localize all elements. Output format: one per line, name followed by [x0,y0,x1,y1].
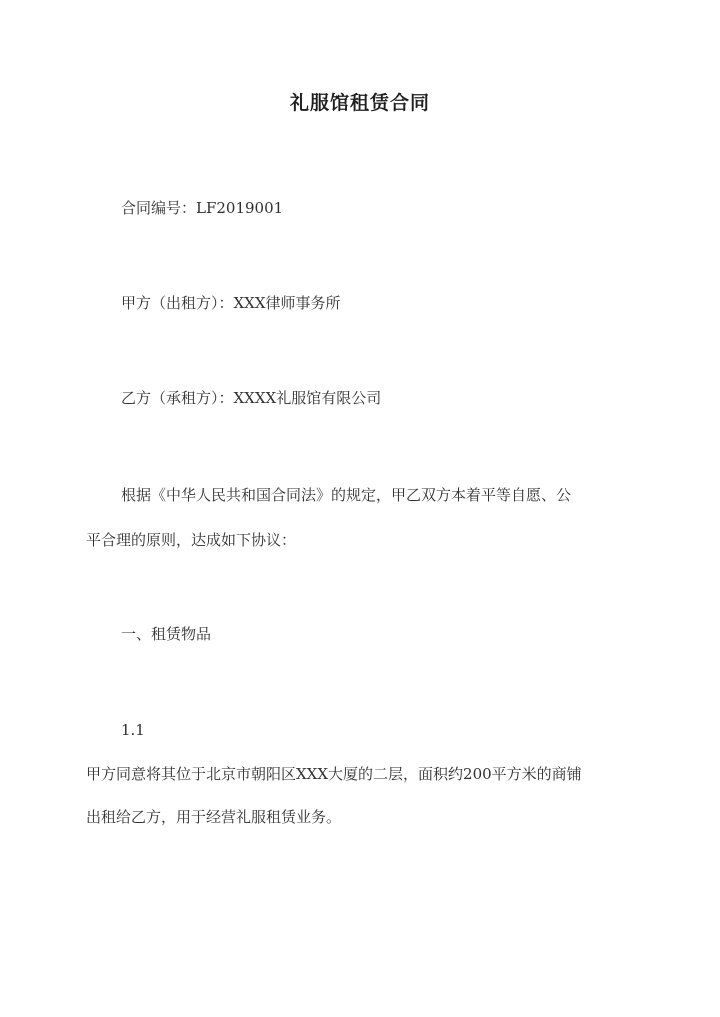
clause-1-1-number: 1.1 [121,721,145,739]
preamble-line-1: 根据《中华人民共和国合同法》的规定，甲乙双方本着平等自愿、公 [121,486,572,504]
clause-1-1-line-1: 甲方同意将其位于北京市朝阳区XXX大厦的二层，面积约200平方米的商铺 [86,765,582,783]
party-a-line: 甲方（出租方）：XXX律师事务所 [121,294,341,312]
section-1-heading: 一、租赁物品 [121,625,212,643]
party-b-line: 乙方（承租方）：XXXX礼服馆有限公司 [121,389,382,407]
contract-number: 合同编号：LF2019001 [121,199,284,217]
clause-1-1-line-2: 出租给乙方，用于经营礼服租赁业务。 [86,808,342,826]
preamble-line-2: 平合理的原则，达成如下协议： [86,531,297,549]
document-title: 礼服馆租赁合同 [289,92,430,114]
